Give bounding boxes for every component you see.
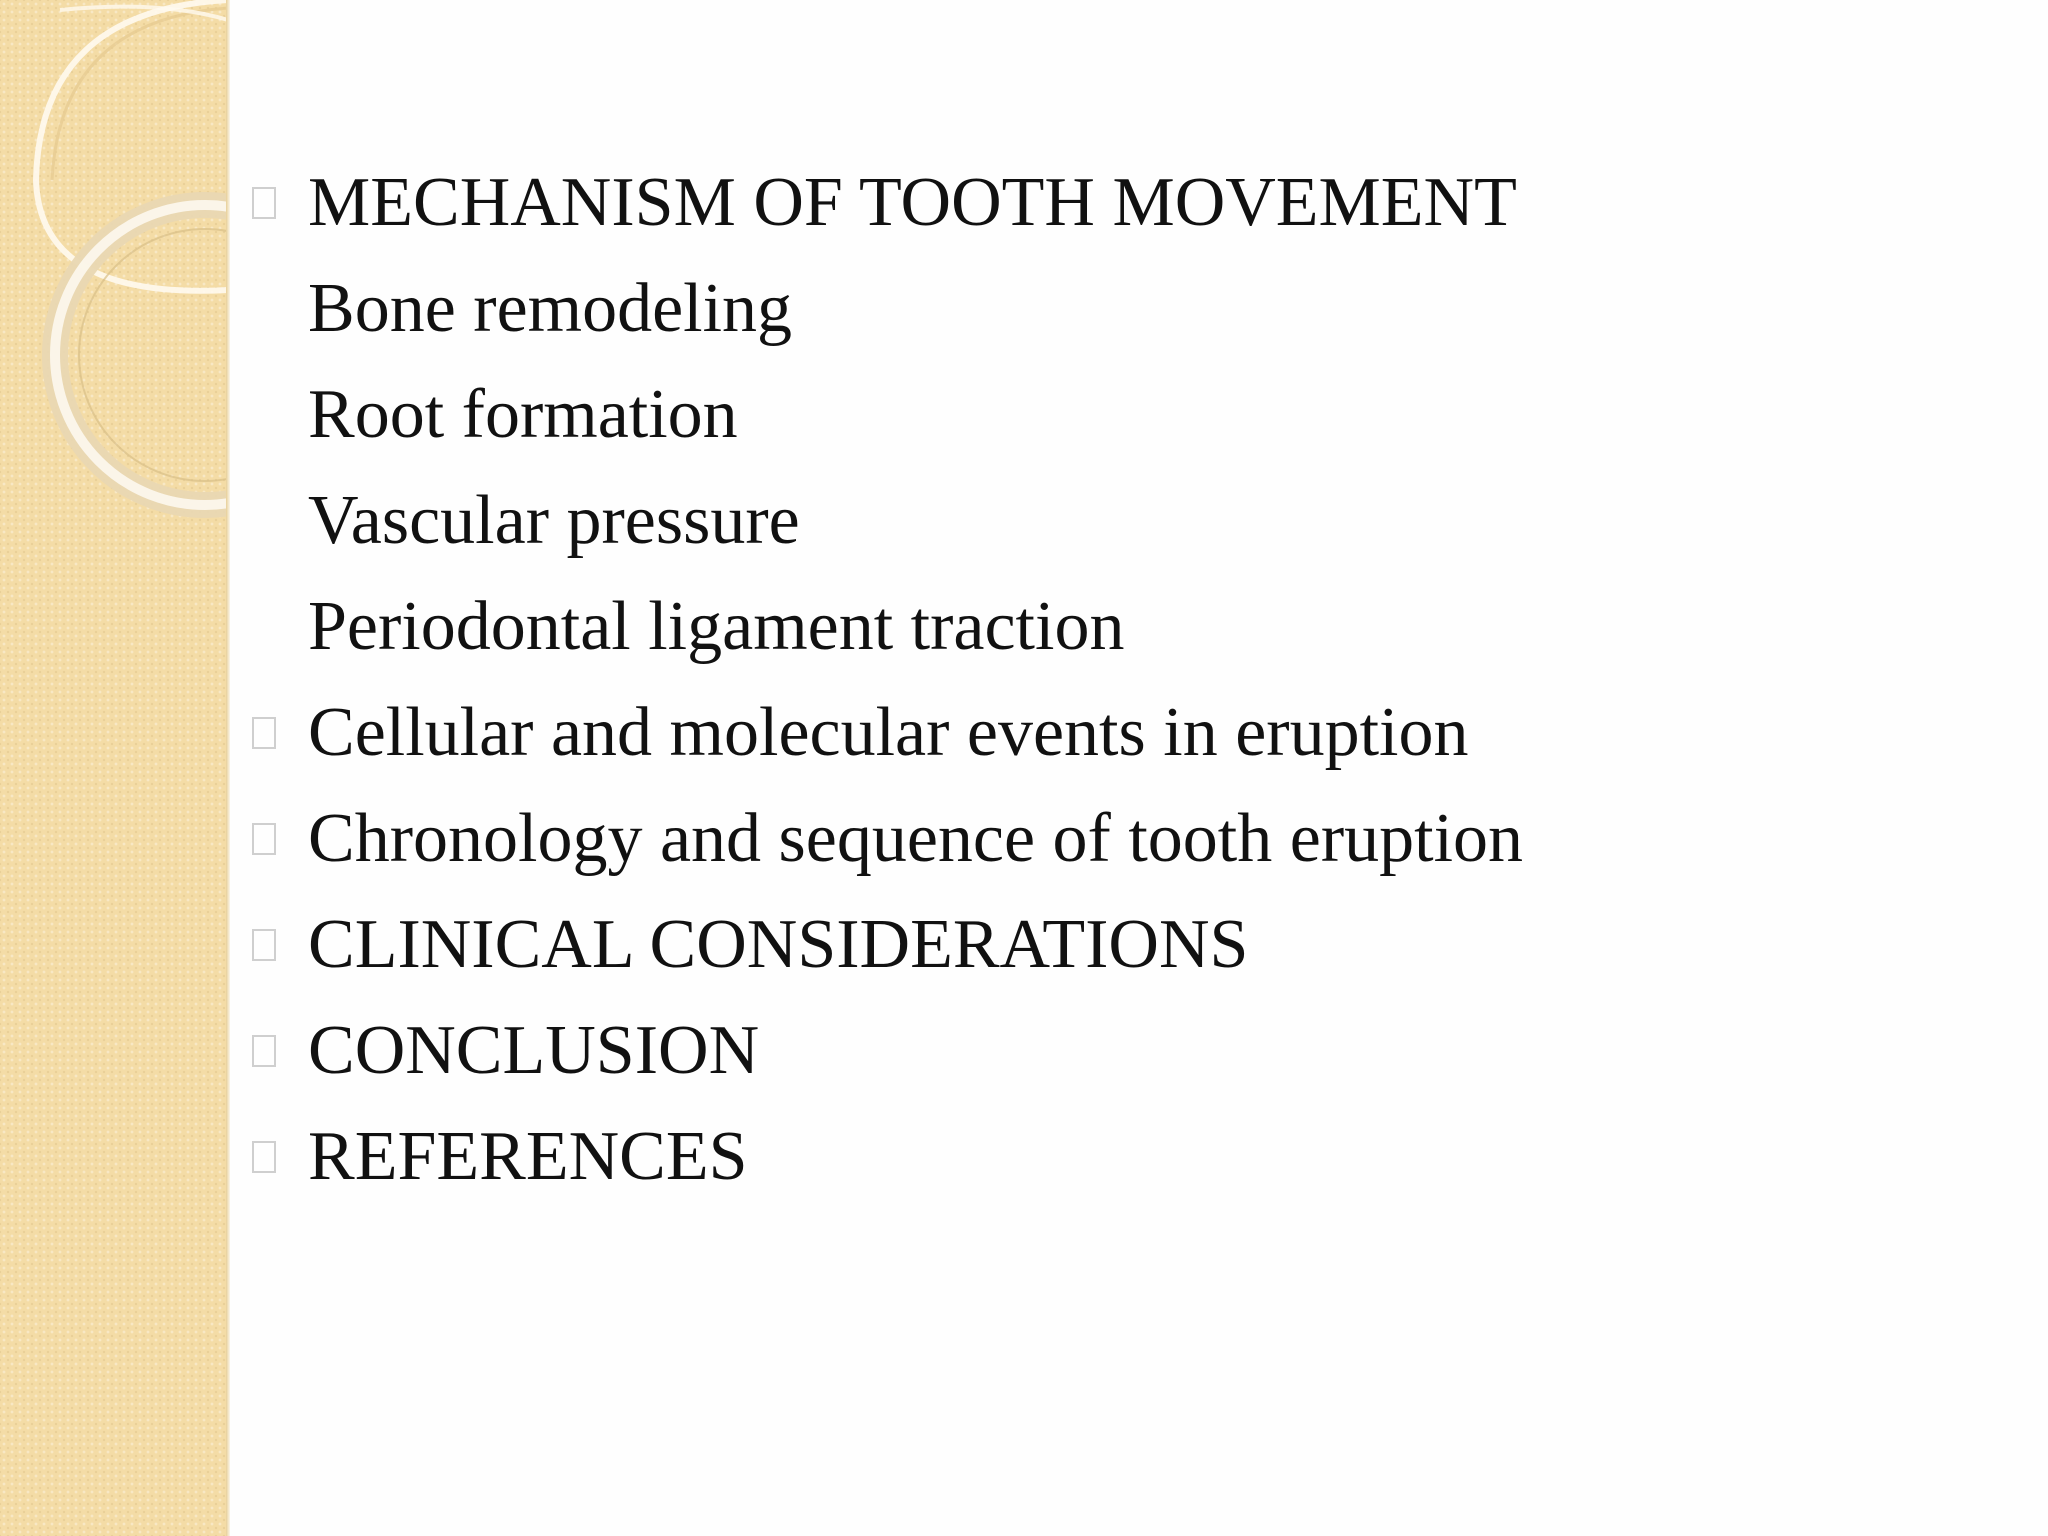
list-item-text: CONCLUSION (308, 1012, 760, 1089)
list-item-text: MECHANISM OF TOOTH MOVEMENT (308, 164, 1517, 241)
list-item (240, 1104, 2000, 1210)
list-item (240, 468, 2000, 574)
list-item (240, 892, 2000, 998)
list-item-text: Root formation (308, 376, 738, 453)
square-bullet-icon (252, 717, 276, 749)
list-item (240, 256, 2000, 362)
bullet-list (240, 150, 2000, 1210)
square-bullet-icon (252, 823, 276, 855)
list-item (240, 362, 2000, 468)
list-item (240, 574, 2000, 680)
list-item-text: Bone remodeling (308, 270, 793, 347)
ring-decoration-icon (0, 0, 228, 520)
side-decorative-band (0, 0, 228, 1536)
list-item-text: REFERENCES (308, 1118, 748, 1195)
list-item-text: Vascular pressure (308, 482, 800, 559)
square-bullet-icon (252, 929, 276, 961)
list-item (240, 150, 2000, 256)
list-item-text: CLINICAL CONSIDERATIONS (308, 906, 1249, 983)
square-bullet-icon (252, 1035, 276, 1067)
list-item (240, 680, 2000, 786)
list-item (240, 998, 2000, 1104)
list-item (240, 786, 2000, 892)
list-item-text: Periodontal ligament traction (308, 588, 1125, 665)
list-item-text: Chronology and sequence of tooth eruption (308, 800, 1524, 877)
square-bullet-icon (252, 187, 276, 219)
list-item-text: Cellular and molecular events in eruption (308, 694, 1469, 771)
square-bullet-icon (252, 1141, 276, 1173)
band-edge (226, 0, 230, 1536)
